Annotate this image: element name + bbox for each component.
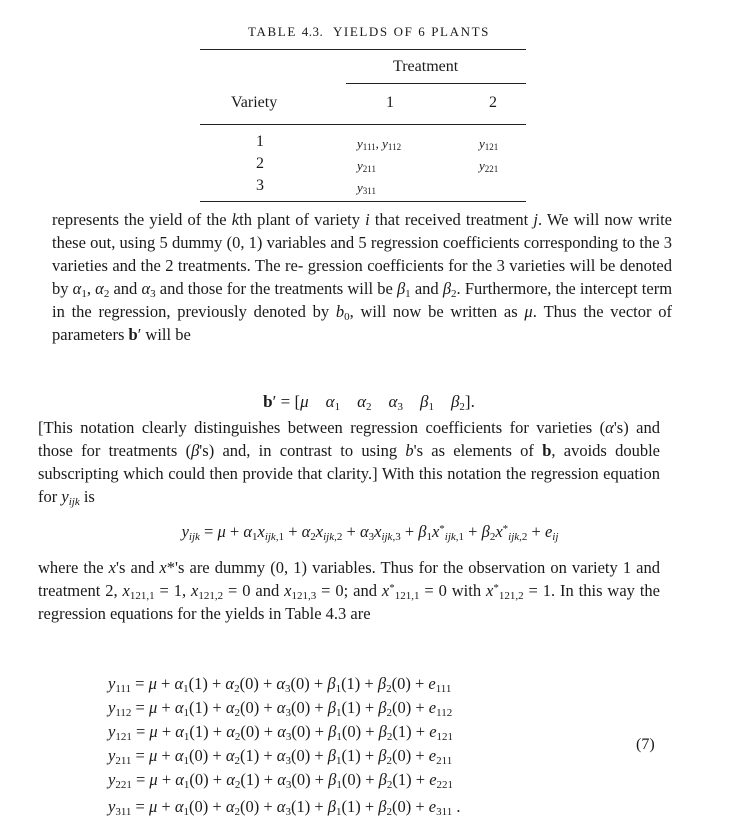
equation-y112: $y_{112} = \mu + \alpha_1(1) + \alpha_2(0) + \alpha_3(0) + \beta_1(1) + \beta_2(0) + e_{112}$: [108, 698, 453, 719]
equation-y211: $y_{211} = \mu + \alpha_1(0) + \alpha_2(1) + \alpha_3(0) + \beta_1(1) + \beta_2(0) + e_{211}$: [108, 746, 453, 767]
col-header-2: 2: [489, 94, 497, 111]
row1-treatment1: $y_{111}$, $y_{112}$: [357, 136, 402, 152]
row2-treatment2: $y_{221}$: [479, 158, 499, 174]
row3-treatment1: $y_{311}$: [357, 180, 376, 196]
row2-treatment1: $y_{211}$: [357, 158, 376, 174]
row-variety-3: 3: [256, 177, 264, 194]
table-caption: [0, 24, 738, 40]
regression-equation: $y_{ijk} = \mu + \alpha_1x_{ijk,1} + \alpha_2x_{ijk,2} + \alpha_3x_{ijk,3} + \beta_1x^*_{ijk,1} + \beta_2x^*_{ijk,2} + e_{ij}$: [181, 522, 559, 543]
treatment-rule: [346, 83, 526, 84]
caption-number: 4.3.: [301, 24, 324, 39]
treatment-header: Treatment: [393, 58, 459, 75]
equation-y221: $y_{221} = \mu + \alpha_1(0) + \alpha_2(1) + \alpha_3(0) + \beta_1(0) + \beta_2(1) + e_{221}$: [108, 770, 454, 791]
paragraph-2: [This notation clearly distinguishes between regression coefficients for varieties (α's) and those for treatments (β's) and, in contrast to using b's as elements of b, avoids double subscripting which could then provide that clarity.] With this notation the regression equation for $y_{ijk}$ is: [38, 418, 661, 508]
table-top-rule: [200, 49, 526, 50]
equation-y121: $y_{121} = \mu + \alpha_1(1) + \alpha_2(0) + \alpha_3(0) + \beta_1(0) + \beta_2(1) + e_{121}$: [108, 722, 454, 743]
row1-treatment2: $y_{121}$: [479, 136, 499, 152]
row-variety-1: 1: [256, 133, 264, 150]
equation-y111: $y_{111} = \mu + \alpha_1(1) + \alpha_2(0) + \alpha_3(0) + \beta_1(1) + \beta_2(0) + e_{111}$: [108, 674, 452, 695]
row-variety-2: 2: [256, 155, 264, 172]
paragraph-3: where the x's and x*'s are dummy (0, 1) variables. Thus for the observation on variety 1 and treatment 2, $x_{121,1} = 1$, $x_{121,2} = 0$ and $x_{121,3} = 0$; and $x^*_{121,1} = 0$ with $x^*_{121,2} = 1$. In this way the regression equations for the yields in Table 4.3 are: [38, 558, 661, 623]
paragraph-1: represents the yield of the kth plant of variety i that received treatment j. We will now write these out, using 5 dummy (0, 1) variables and 5 regression coefficients corresponding to the 3 varieties and the 2 treatments. The re- gression coefficients for the 3 varieties will be denoted by $\alpha_1$, $\alpha_2$ and $\alpha_3$ and those for the treatments will be $\beta_1$ and $\beta_2$. Furthermore, the intercept term in the regression, previously denoted by $b_0$, will now be written as μ. Thus the vector of parameters b′ will be: [52, 210, 673, 344]
equation-y311: $y_{311} = \mu + \alpha_1(0) + \alpha_2(0) + \alpha_3(1) + \beta_1(1) + \beta_2(0) + e_{311}$ .: [108, 797, 461, 818]
caption-text: YIELDS OF 6 PLANTS: [332, 24, 490, 39]
table-bottom-rule: [200, 201, 526, 202]
variety-header: Variety: [231, 94, 278, 111]
caption-prefix: TABLE: [248, 24, 297, 39]
table-header-rule: [200, 124, 526, 125]
parameter-vector: b′ = [μ $\alpha_1$ $\alpha_2$ $\alpha_3$ $\beta_1$ $\beta_2$].: [263, 392, 475, 413]
equation-number: (7): [636, 736, 655, 753]
col-header-1: 1: [386, 94, 394, 111]
